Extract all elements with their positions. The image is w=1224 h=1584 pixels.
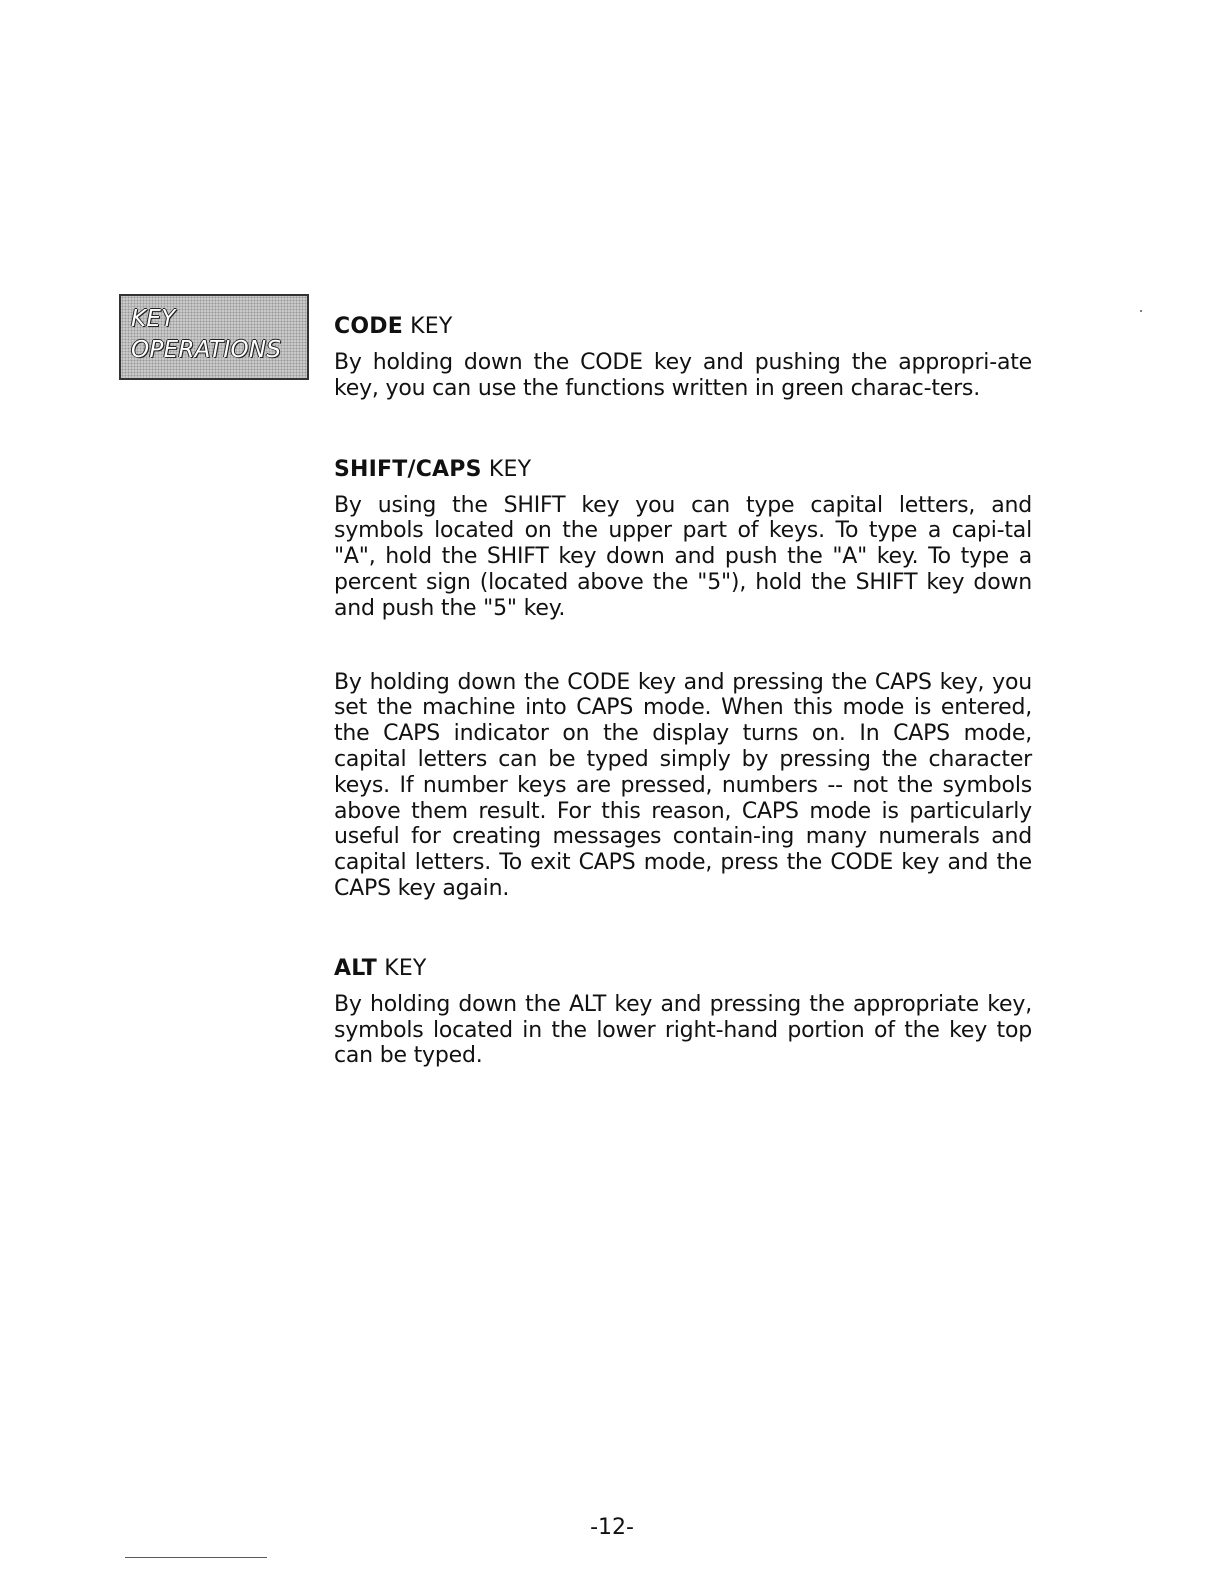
code-key-heading-rest: KEY [402, 314, 453, 339]
code-key-section [334, 312, 1032, 402]
page-number: -12- [590, 1515, 634, 1540]
alt-key-paragraph: By holding down the ALT key and pressing the appropriate key, symbols located in the lower right-hand portion of the key top can be typed. [334, 991, 1032, 1069]
scan-artifact-line [125, 1557, 267, 1558]
shift-caps-key-heading-rest: KEY [481, 456, 532, 482]
shift-caps-key-heading [334, 455, 1032, 485]
code-key-heading [334, 312, 1032, 342]
alt-key-heading-bold: ALT [334, 955, 378, 981]
alt-key-heading [334, 954, 1032, 984]
shift-caps-key-heading-bold: SHIFT/CAPS [334, 456, 482, 482]
code-key-paragraph: By holding down the CODE key and pushing the appropri-ate key, you can use the functions written in green charac-ters. [334, 350, 1032, 401]
caps-mode-paragraph: By holding down the CODE key and pressing the CAPS key, you set the machine into CAPS mode. When this mode is entered, the CAPS indicator on the display turns on. In CAPS mode, capital letters can be typed simply by pressing the character keys. If number keys are pressed, numbers -- not the symbols above them result. For this reason, CAPS mode is particularly useful for creating messages contain-ing many numerals and capital letters. To exit CAPS mode, press the CODE key and the CAPS key again. [334, 669, 1032, 901]
section-tab-key-operations [119, 294, 309, 380]
alt-key-heading-rest: KEY [377, 955, 427, 981]
main-content [334, 312, 1032, 1069]
scan-speck [1140, 310, 1142, 312]
shift-key-paragraph: By using the SHIFT key you can type capital letters, and symbols located on the upper part of keys. To type a capi-tal "A", hold the SHIFT key down and push the "A" key. To type a percent sign (located above the "5"), hold the SHIFT key down and push the "5" key. [334, 492, 1032, 621]
section-tab-line2: OPERATIONS [131, 337, 282, 363]
section-tab-line1: KEY [131, 306, 176, 332]
shift-caps-key-section [334, 455, 1032, 902]
code-key-heading-bold: CODE [334, 314, 403, 339]
alt-key-section [334, 954, 1032, 1069]
